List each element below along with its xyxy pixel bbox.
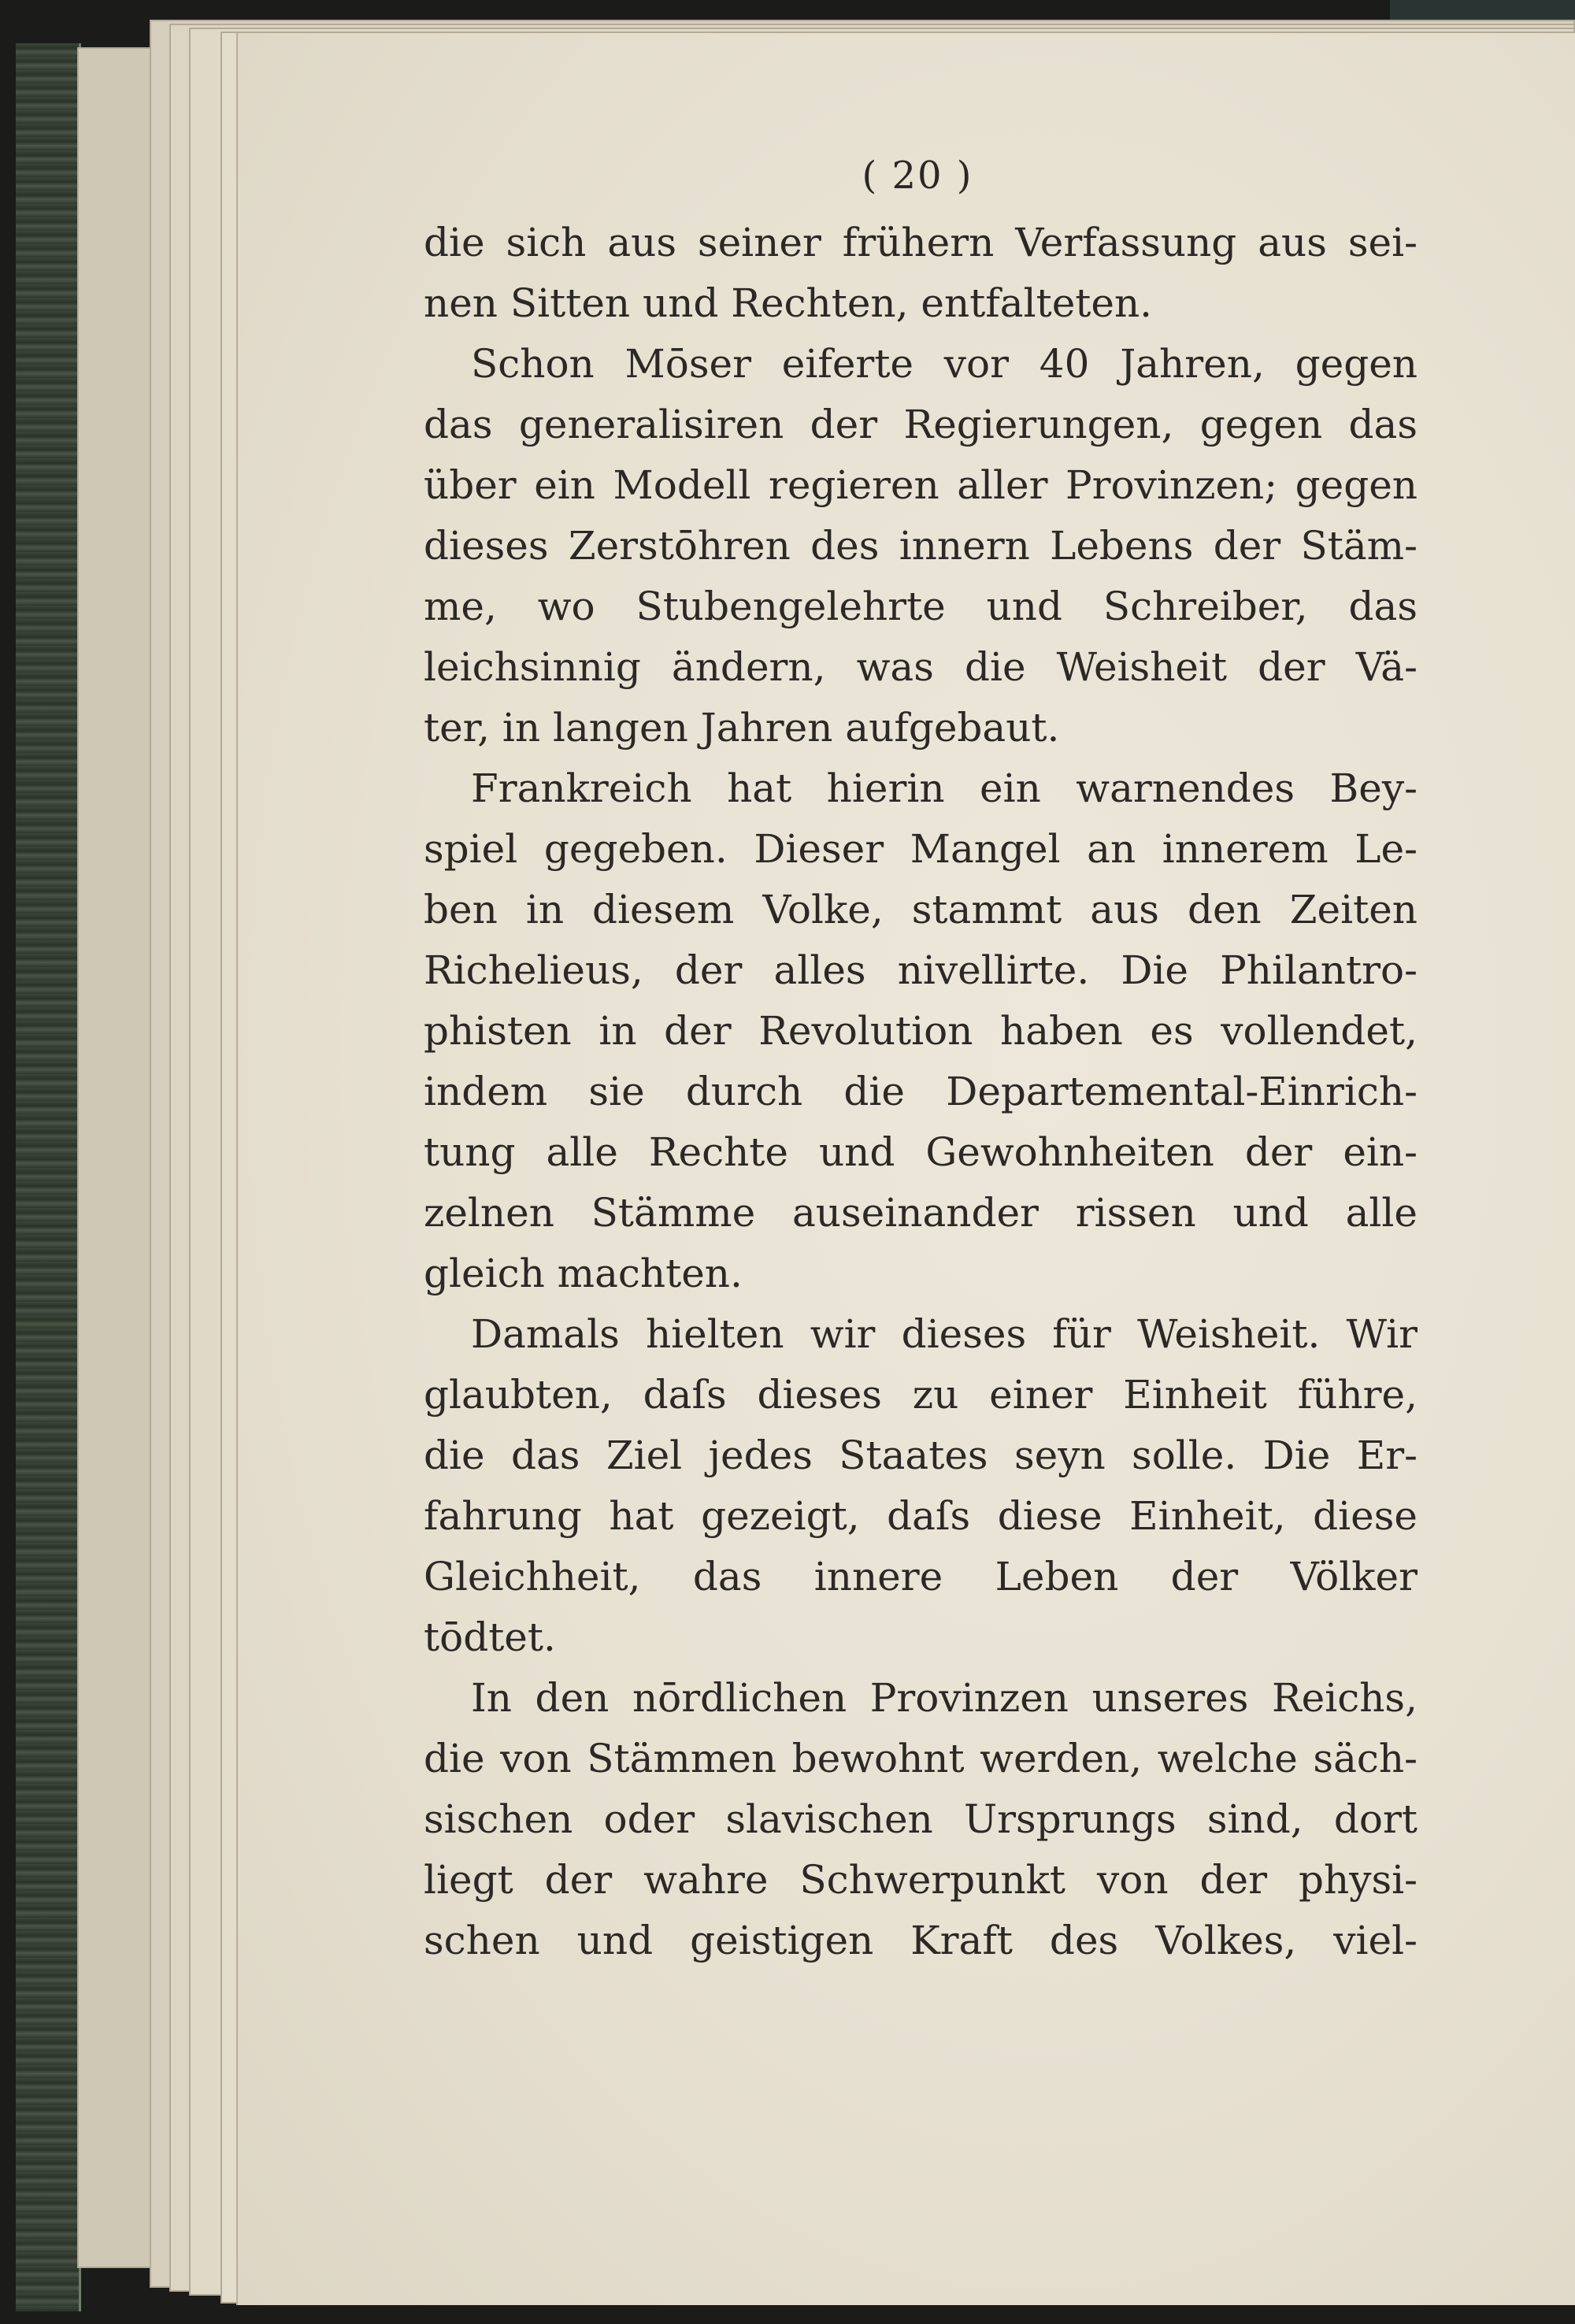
text-line: ben in diesem Volke, stammt aus den Zeiten (424, 887, 1418, 932)
page-number: ( 20 ) (862, 154, 973, 198)
book-cover-spine (16, 43, 81, 2311)
text-line: sischen oder slavischen Ursprungs sind, dort (424, 1796, 1418, 1842)
text-line: die von Stämmen bewohnt werden, welche säch- (424, 1736, 1418, 1781)
text-line: die das Ziel jedes Staates seyn solle. Die Er- (424, 1433, 1418, 1478)
text-line: über ein Modell regieren aller Provinzen; gegen (424, 462, 1418, 508)
text-line: In den nōrdlichen Provinzen unseres Reichs, (471, 1675, 1418, 1721)
text-line: das generalisiren der Regierungen, gegen das (424, 402, 1418, 447)
text-line: glaubten, daſs dieses zu einer Einheit führe, (424, 1372, 1418, 1418)
text-line: liegt der wahre Schwerpunkt von der physi- (424, 1857, 1418, 1903)
text-line: phisten in der Revolution haben es vollendet, (424, 1008, 1418, 1054)
text-line: fahrung hat gezeigt, daſs diese Einheit, diese (424, 1493, 1418, 1539)
text-line: indem sie durch die Departemental-Einrich- (424, 1069, 1418, 1114)
text-line: zelnen Stämme auseinander rissen und alle (424, 1190, 1418, 1236)
text-line: tōdtet. (424, 1614, 556, 1660)
text-line: Damals hielten wir dieses für Weisheit. Wir (471, 1311, 1418, 1357)
text-line: spiel gegeben. Dieser Mangel an innerem Le- (424, 826, 1418, 872)
text-line: tung alle Rechte und Gewohnheiten der ein- (424, 1129, 1418, 1175)
text-line: die sich aus seiner frühern Verfassung aus sei- (424, 220, 1418, 265)
text-line: me, wo Stubengelehrte und Schreiber, das (424, 584, 1418, 629)
body-text (424, 213, 1418, 1971)
text-line: leichsinnig ändern, was die Weisheit der Vä- (424, 644, 1418, 690)
text-line: Schon Mōser eiferte vor 40 Jahren, gegen (471, 341, 1418, 387)
text-line: dieses Zerstōhren des innern Lebens der Stäm- (424, 523, 1418, 569)
text-line: Richelieus, der alles nivellirte. Die Philantro- (424, 947, 1418, 993)
text-line: ter, in langen Jahren aufgebaut. (424, 705, 1060, 751)
text-line: Frankreich hat hierin ein warnendes Bey- (471, 765, 1418, 811)
text-line: gleich machten. (424, 1251, 743, 1296)
text-line: nen Sitten und Rechten, entfalteten. (424, 280, 1153, 326)
text-line: Gleichheit, das innere Leben der Völker (424, 1554, 1418, 1599)
text-line: schen und geistigen Kraft des Volkes, viel- (424, 1918, 1418, 1963)
